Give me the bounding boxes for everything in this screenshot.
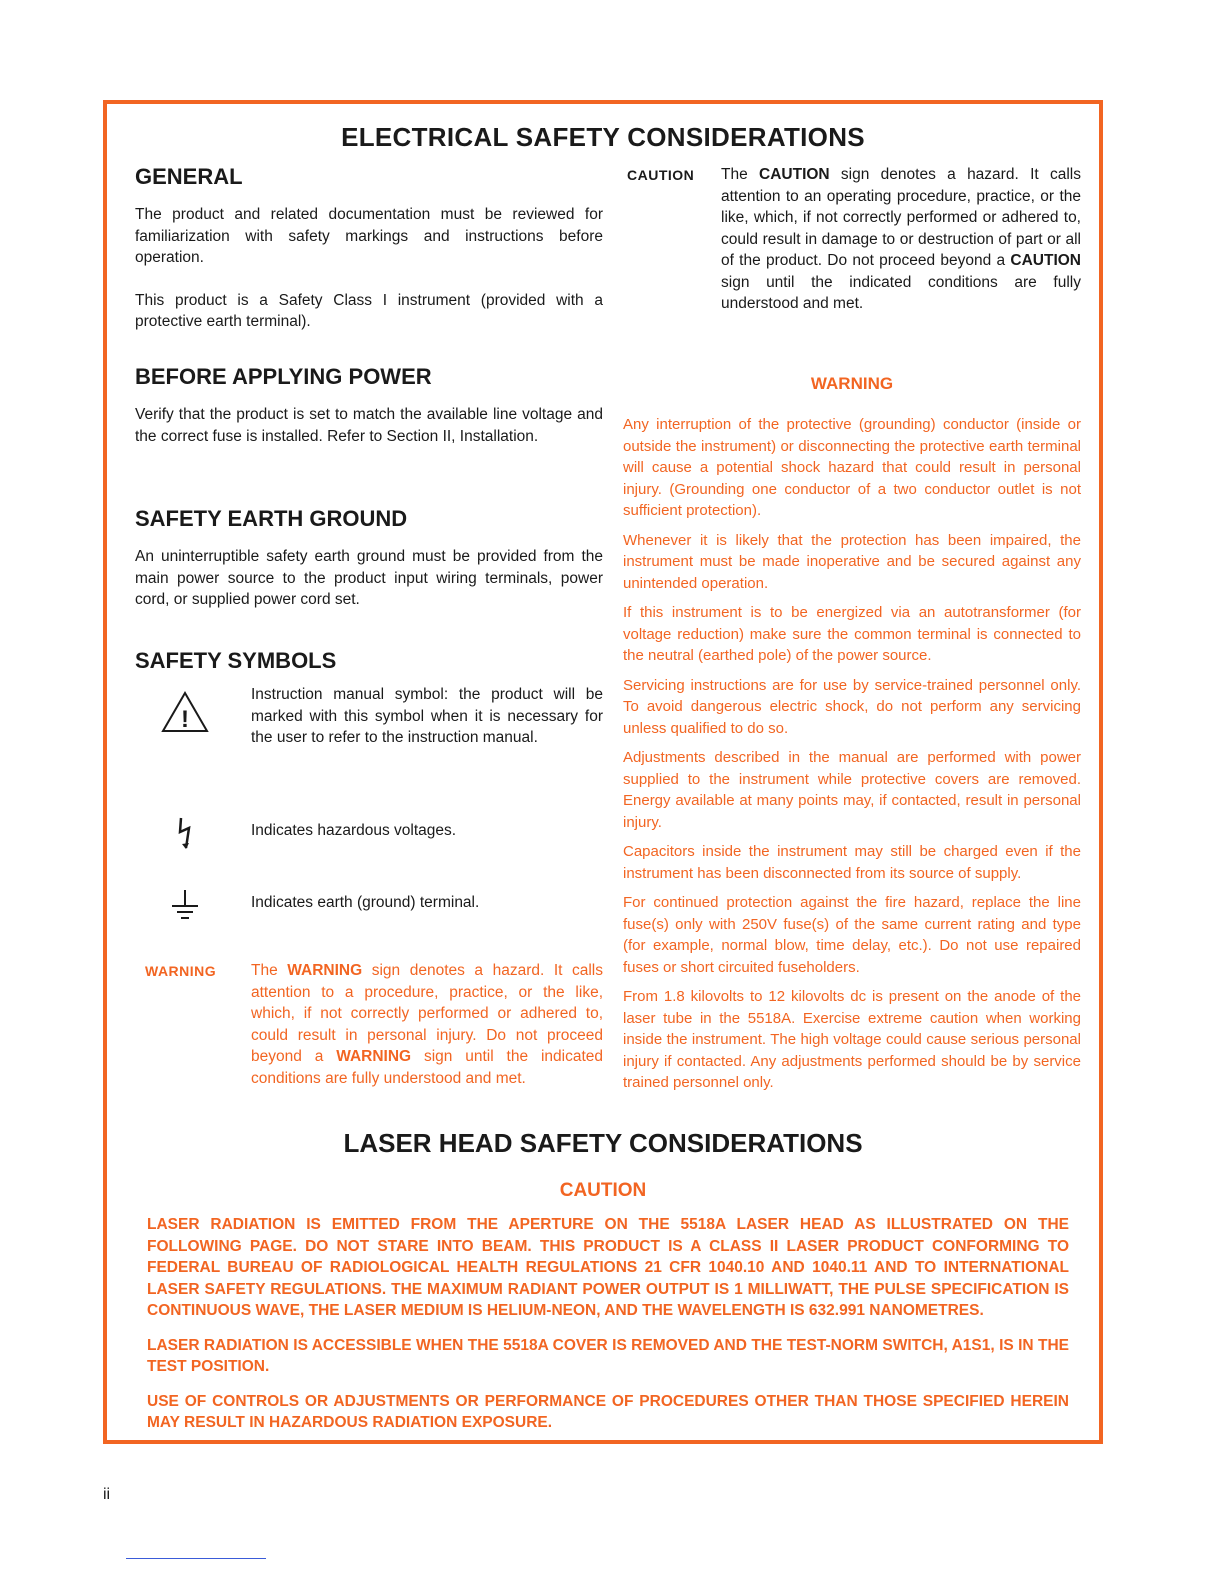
earth-symbol-text: Indicates earth (ground) terminal. xyxy=(251,894,480,911)
warning-label: WARNING xyxy=(810,374,894,393)
general-heading: GENERAL xyxy=(135,164,243,189)
voltage-symbol-text: Indicates hazardous voltages. xyxy=(251,822,457,839)
warning-paragraph: Any interruption of the protective (grounding) conductor (inside or outside the instrument) or disconnecting the protective earth terminal will cause a potential shock hazard that could result in personal injury. (Grounding one conductor of a two conductor outlet is not sufficient protection). xyxy=(623,416,1081,519)
warning-triangle-icon xyxy=(135,690,235,739)
laser-paragraph: USE OF CONTROLS OR ADJUSTMENTS OR PERFORMANCE OF PROCEDURES OTHER THAN THOSE SPECIFIED HEREIN MAY RESULT IN HAZARDOUS RADIATION EXPOSURE. xyxy=(147,1392,1069,1431)
warning-paragraph: For continued protection against the fire hazard, replace the line fuse(s) only with 250V fuse(s) of the same current rating and type (for example, normal blow, time delay, etc.). Do not use repaired fuses or short circuited fuseholders. xyxy=(623,894,1081,976)
laser-caution-body xyxy=(147,1214,1069,1447)
earth-ground-section xyxy=(135,506,603,611)
warning-paragraph: Adjustments described in the manual are performed with power supplied to the instrument while protective covers are removed. Energy available at many points may, if contacted, result in personal injury. xyxy=(623,749,1081,831)
warning-paragraph: Whenever it is likely that the protection has been impaired, the instrument must be made inoperative and be secured against any unintended operation. xyxy=(623,531,1081,592)
footer-rule xyxy=(126,1558,266,1559)
caution-sign-label: CAUTION xyxy=(627,167,695,183)
svg-text:!: ! xyxy=(181,706,189,733)
laser-paragraph: LASER RADIATION IS EMITTED FROM THE APERTURE ON THE 5518A LASER HEAD AS ILLUSTRATED ON THE FOLLOWING PAGE. DO NOT STARE INTO BEAM. THIS PRODUCT IS A CLASS II LASER PRODUCT CONFORMING TO FEDERAL BUREAU OF RADIOLOGICAL HEALTH REGULATIONS 21 CFR 1040.10 AND 1040.11 AND TO INTERNATIONAL LASER SAFETY REGULATIONS. THE MAXIMUM RADIANT POWER OUTPUT IS 1 MILLIWATT, THE PULSE SPECIFICATION IS CONTINUOUS WAVE, THE LASER MEDIUM IS HELIUM-NEON, AND THE WAVELENGTH IS 632.991 NANOMETRES. xyxy=(147,1216,1069,1319)
warning-sign-text: The WARNING sign denotes a hazard. It calls attention to a procedure, practice, or the like, which, if not correctly performed or adhered to, could result in personal injury. Do not proceed beyond a WARNING sign until the indicated conditions are fully understood and met. xyxy=(251,962,604,1087)
lightning-bolt-icon xyxy=(135,816,235,855)
before-power-paragraph: Verify that the product is set to match the available line voltage and the correct fuse is installed. Refer to Section II, Installation. xyxy=(135,406,603,445)
warning-paragraph: From 1.8 kilovolts to 12 kilovolts dc is present on the anode of the laser tube in the 5518A. Exercise extreme caution when working inside the instrument. The high voltage could cause serious personal injury if contacted. Any adjustments performed should be by service trained personnel only. xyxy=(623,988,1081,1091)
laser-section-title: LASER HEAD SAFETY CONSIDERATIONS xyxy=(343,1128,863,1158)
symbols-heading: SAFETY SYMBOLS xyxy=(135,648,337,673)
manual-symbol-text: Instruction manual symbol: the product will be marked with this symbol when it is necessary for the user to refer to the instruction manual. xyxy=(251,686,603,746)
warning-paragraph: If this instrument is to be energized via an autotransformer (for voltage reduction) make sure the common terminal is connected to the neutral (earthed pole) of the power source. xyxy=(623,604,1081,664)
laser-caution-label: CAUTION xyxy=(559,1180,647,1201)
safety-frame xyxy=(103,100,1103,1444)
general-paragraph-2: This product is a Safety Class I instrument (provided with a protective earth terminal). xyxy=(135,291,603,330)
caution-sign-text: The CAUTION sign denotes a hazard. It calls attention to an operating procedure, practice, or the like, which, if not correctly performed or adhered to, could result in damage to or destruction of part or all of the product. Do not proceed beyond a CAUTION sign until the indicated conditions are fully understood and met. xyxy=(721,166,1081,312)
warning-paragraph: Capacitors inside the instrument may still be charged even if the instrument has been disconnected from its source of supply. xyxy=(623,843,1081,882)
laser-paragraph: LASER RADIATION IS ACCESSIBLE WHEN THE 5518A COVER IS REMOVED AND THE TEST-NORM SWITCH, A1S1, IS IN THE TEST POSITION. xyxy=(147,1336,1069,1375)
warning-section xyxy=(623,374,1081,1102)
earth-ground-paragraph: An uninterruptible safety earth ground must be provided from the main power source to the product input wiring terminals, power cord, or supplied power cord set. xyxy=(135,548,603,608)
general-paragraph-1: The product and related documentation must be reviewed for familiarization with safety markings and instructions before operation. xyxy=(135,206,603,266)
warning-sign-label: WARNING xyxy=(145,963,217,979)
earth-ground-heading: SAFETY EARTH GROUND xyxy=(135,506,408,531)
page-title: ELECTRICAL SAFETY CONSIDERATIONS xyxy=(341,122,865,152)
page-number: ii xyxy=(103,1486,111,1503)
general-section xyxy=(135,164,603,333)
symbols-section xyxy=(135,648,603,688)
before-power-heading: BEFORE APPLYING POWER xyxy=(135,364,432,389)
earth-ground-icon xyxy=(135,888,235,927)
before-power-section xyxy=(135,364,603,447)
warning-paragraph: Servicing instructions are for use by service-trained personnel only. To avoid dangerous electric shock, do not perform any servicing unless qualified to do so. xyxy=(623,676,1081,737)
caution-sign-block xyxy=(623,164,1081,344)
